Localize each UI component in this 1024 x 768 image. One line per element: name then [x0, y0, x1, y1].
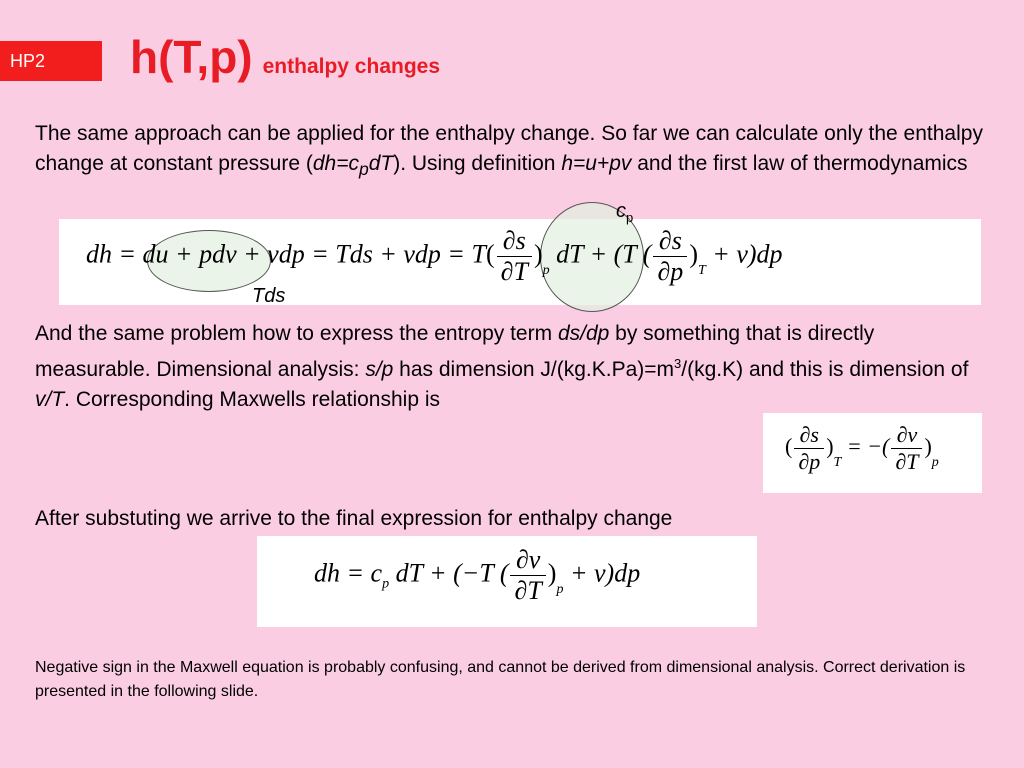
eq-term: (	[785, 433, 793, 459]
fraction-dv-dT	[510, 547, 545, 604]
eq-term: + vdp = Tds + vdp =	[236, 239, 472, 269]
text-run: . Corresponding Maxwells relationship is	[64, 388, 441, 411]
title-subtitle: enthalpy changes	[262, 55, 441, 78]
eq-term: (	[485, 239, 495, 269]
text-run: s/p	[365, 358, 394, 381]
eq-term: p	[542, 263, 550, 279]
eq-term: ∂v	[891, 424, 922, 449]
slide-title	[130, 30, 440, 84]
text-run: h=u+pv	[561, 152, 632, 175]
text-run: dT	[368, 152, 394, 175]
eq-term: = −(	[841, 433, 890, 459]
text-run: and the first law of thermodynamics	[631, 152, 968, 175]
eq-term: + v)dp	[563, 558, 641, 588]
paragraph-substitution: After substuting we arrive to the final expression for enthalpy change	[35, 507, 673, 530]
eq-term: T	[471, 239, 486, 269]
eq-term: )	[533, 239, 543, 269]
eq-term: dh = c	[314, 558, 383, 588]
eq-term: ∂p	[657, 257, 684, 286]
eq-term: p	[382, 576, 390, 592]
eq-term: ∂T	[514, 576, 542, 605]
eq-term: dT + (T (	[549, 239, 652, 269]
text-run: 3	[674, 356, 682, 371]
fraction-ds-dp	[794, 424, 824, 473]
annotation-cp	[616, 200, 633, 225]
equation-final	[314, 547, 640, 604]
paragraph-entropy	[35, 319, 995, 415]
eq-term: ∂s	[653, 228, 687, 257]
eq-term: )	[689, 239, 698, 269]
text-run: v/T	[35, 388, 65, 411]
slide-tag: HP2	[0, 41, 102, 81]
eq-term: dh =	[86, 239, 143, 269]
eq-term: ∂s	[794, 424, 824, 449]
text-run: by something that is directly measurable. Dimensional analysis:	[35, 322, 875, 381]
fraction-ds-dp	[653, 228, 687, 285]
fraction-dv-dT	[891, 424, 922, 473]
eq-term: p	[556, 582, 564, 598]
eq-term: ∂T	[895, 449, 919, 474]
eq-term: )	[826, 433, 834, 459]
eq-term: T	[833, 454, 842, 470]
eq-term: ∂p	[798, 449, 821, 474]
text-run: p	[626, 210, 634, 225]
annotation-tds: Tds	[252, 285, 286, 307]
eq-term: ∂s	[497, 228, 532, 257]
text-run: The same approach can be applied for the enthalpy change. So far we can calculate only the enthalpy change at constant pressure (	[35, 122, 983, 175]
eq-term: ∂T	[500, 257, 528, 286]
eq-term: dT + (−T (	[389, 558, 509, 588]
text-run: And the same problem how to express the entropy term	[35, 322, 558, 345]
paragraph-note: Negative sign in the Maxwell equation is probably confusing, and cannot be derived from dimensional analysis. Correct derivation is presented in the following slide.	[35, 659, 966, 700]
equation-enthalpy-derivation	[86, 228, 783, 285]
paragraph-intro	[35, 119, 995, 184]
text-run: /(kg.K) and this is dimension of	[681, 358, 969, 381]
fraction-ds-dT	[497, 228, 532, 285]
eq-term: ∂v	[510, 547, 545, 576]
text-run: dh=c	[312, 152, 359, 175]
text-run: p	[358, 159, 369, 180]
text-run: has dimension J/(kg.K.Pa)=m	[393, 358, 675, 381]
text-run: ). Using definition	[393, 152, 562, 175]
eq-term: + v)dp	[705, 239, 783, 269]
eq-term: )	[547, 558, 557, 588]
eq-term: du + pdv	[142, 239, 237, 269]
text-run: c	[616, 200, 626, 222]
equation-maxwell	[785, 424, 939, 473]
title-main: h(T,p)	[130, 31, 253, 83]
eq-term: p	[931, 454, 939, 470]
eq-term: T	[697, 263, 706, 279]
eq-term: )	[924, 433, 932, 459]
text-run: ds/dp	[557, 322, 610, 345]
